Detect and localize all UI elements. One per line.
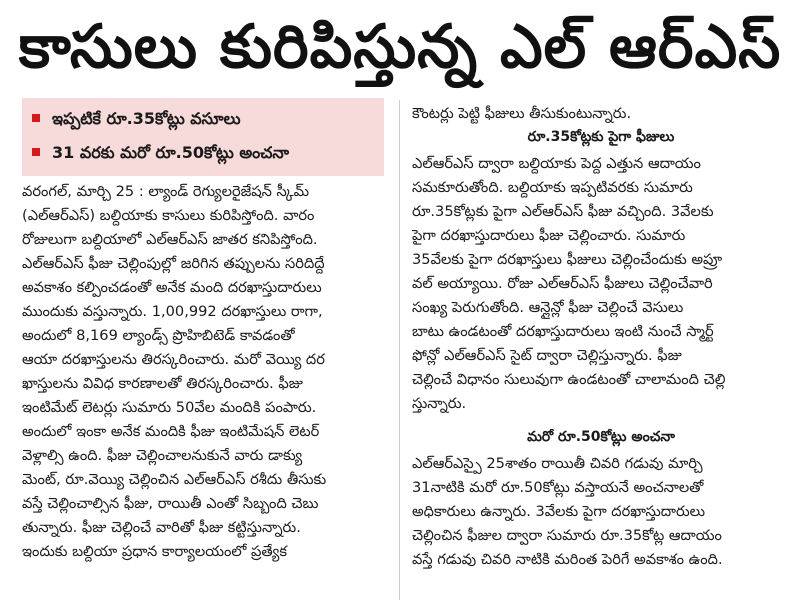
- text-line: చెల్లించే విధానం సులువుగా ఉండటంతో చాలామంది చెల్లి: [412, 371, 726, 388]
- text-line: వరంగల్, మార్చి 25 : ల్యాండ్ రెగ్యులరైజేషన్ స్కీమ్: [22, 183, 310, 200]
- text-line: వస్తే చెల్లించాల్సిన ఫీజు, రాయితీ ఎంతో సిబ్బంది చెబు: [22, 495, 319, 512]
- highlight-text: 31 వరకు మరో రూ.50కోట్లు అంచనా: [52, 143, 290, 162]
- text-line: కౌంటర్లు పెట్టి ఫీజులు తీసుకుంటున్నారు.: [412, 105, 632, 122]
- bullet-icon: [32, 148, 40, 156]
- highlight-text: ఇప్పటికే రూ.35కోట్లు వసూలు: [52, 109, 241, 128]
- text-line: వల్ అయ్యాయి. రోజు ఎల్ఆర్ఎస్ ఫీజులు చెల్లించేవారి: [412, 275, 713, 292]
- text-line: స్తున్నారు.: [412, 395, 467, 412]
- text-line: అవకాశం కల్పించడంతో అనేక మంది దరఖాస్తుదారులు: [22, 279, 322, 296]
- text-line: సమకూరుతోంది. బల్దియాకు ఇప్పటివరకు సుమారు: [412, 179, 693, 196]
- text-line: ఎల్ఆర్ఎస్పై 25శాతం రాయితీ చివరి గడువు మార్చి: [412, 455, 703, 472]
- bullet-icon: [32, 114, 40, 122]
- highlight-item: [32, 138, 289, 168]
- text-line: 35వేలకు పైగా దరఖాస్తులు ఫీజులు చెల్లించేందుకు అప్రూ: [412, 251, 723, 268]
- text-line: పైగా దరఖాస్తుదారులు ఫీజు చెల్లించారు. సుమారు: [412, 227, 686, 244]
- highlight-item: [32, 104, 240, 134]
- text-line: ఆయా దరఖాస్తులను తిరస్కరించారు. మరో వెయ్యి దర: [22, 351, 325, 368]
- text-line: మెంట్, రూ.వెయ్యి చెల్లించిన ఎల్ఆర్ఎస్ రశీదు తీసుకు: [22, 471, 327, 488]
- text-line: ఫోన్లో ఎల్ఆర్ఎస్ సైట్ ద్వారా చెల్లిస్తున్నారు. ఫీజు: [412, 347, 682, 364]
- subheading: మరో రూ.50కోట్లు అంచనా: [527, 429, 675, 445]
- highlights-box: [22, 98, 384, 176]
- subheading: రూ.35కోట్లకు పైగా ఫీజులు: [527, 129, 675, 145]
- text-line: రోజులుగా బల్దియాలో ఎల్ఆర్ఎస్ జాతర కనిపిస్తోంది.: [22, 231, 318, 248]
- text-line: చెల్లించిన ఫీజుల ద్వారా సుమారు రూ.35కోట్ల ఆదాయం: [412, 527, 722, 544]
- headline: కాసులు కురిపిస్తున్న ఎల్ ఆర్ఎస్: [18, 12, 782, 82]
- column-divider: [399, 100, 400, 600]
- text-line: బాటు ఉండటంతో దరఖాస్తుదారులు ఇంటి నుంచే స్మార్ట్: [412, 323, 714, 340]
- text-line: రూ.35కోట్లకు పైగా ఎల్ఆర్ఎస్ ఫీజు వచ్చింది. 3వేలకు: [412, 203, 714, 220]
- text-line: ఎల్ఆర్ఎస్ ద్వారా బల్దియాకు పెద్ద ఎత్తున ఆదాయం: [412, 155, 701, 172]
- text-line: ముందుకు వస్తున్నారు. 1,00,992 దరఖాస్తులు రాగా,: [22, 303, 323, 320]
- text-line: 31నాటికి మరో రూ.50కోట్లు వస్తాయనే అంచనాలతో: [412, 479, 704, 496]
- text-line: అందులో 8,169 ల్యాండ్స్ ప్రొహిబిటెడ్ కావడంతో: [22, 327, 295, 344]
- text-line: ఇంటిమేట్ లెటర్లు సుమారు 50వేల మందికి పంపారు.: [22, 399, 317, 416]
- text-line: వస్తే గడువు చివరి నాటికి మరింత పెరిగే అవకాశం ఉంది.: [412, 551, 723, 568]
- text-line: తున్నారు. ఫీజు చెల్లించే వారితో ఫీజు కట్టిస్తున్నారు.: [22, 519, 301, 536]
- text-line: సంఖ్య పెరుగుతోంది. ఆన్లైన్లో ఫీజు చెల్లించే వెసులు: [412, 299, 684, 316]
- text-line: (ఎల్ఆర్ఎస్) బల్దియాకు కాసులు కురిపిస్తోంది. వారం: [22, 207, 315, 224]
- text-line: ఖాస్తులను వివిధ కారణాలతో తిరస్కరించారు. ఫీజు: [22, 375, 303, 392]
- text-line: ఎల్ఆర్ఎస్ ఫీజు చెల్లింపుల్లో జరిగిన తప్పులను సరిదిద్దే: [22, 255, 325, 272]
- text-line: ఇందుకు బల్దియా ప్రధాన కార్యాలయంలో ప్రత్యేక: [22, 543, 287, 560]
- text-line: అధికారులు ఉన్నారు. 3వేలకు పైగా దరఖాస్తుదారులు: [412, 503, 706, 520]
- text-line: వెళ్లాల్సి ఉంది. ఫీజు చెల్లించాలనుకునే వారు డాక్యు: [22, 447, 303, 464]
- text-line: అందులో ఇంకా అనేక మందికి ఫీజు ఇంటిమేషన్ లెటర్: [22, 423, 320, 440]
